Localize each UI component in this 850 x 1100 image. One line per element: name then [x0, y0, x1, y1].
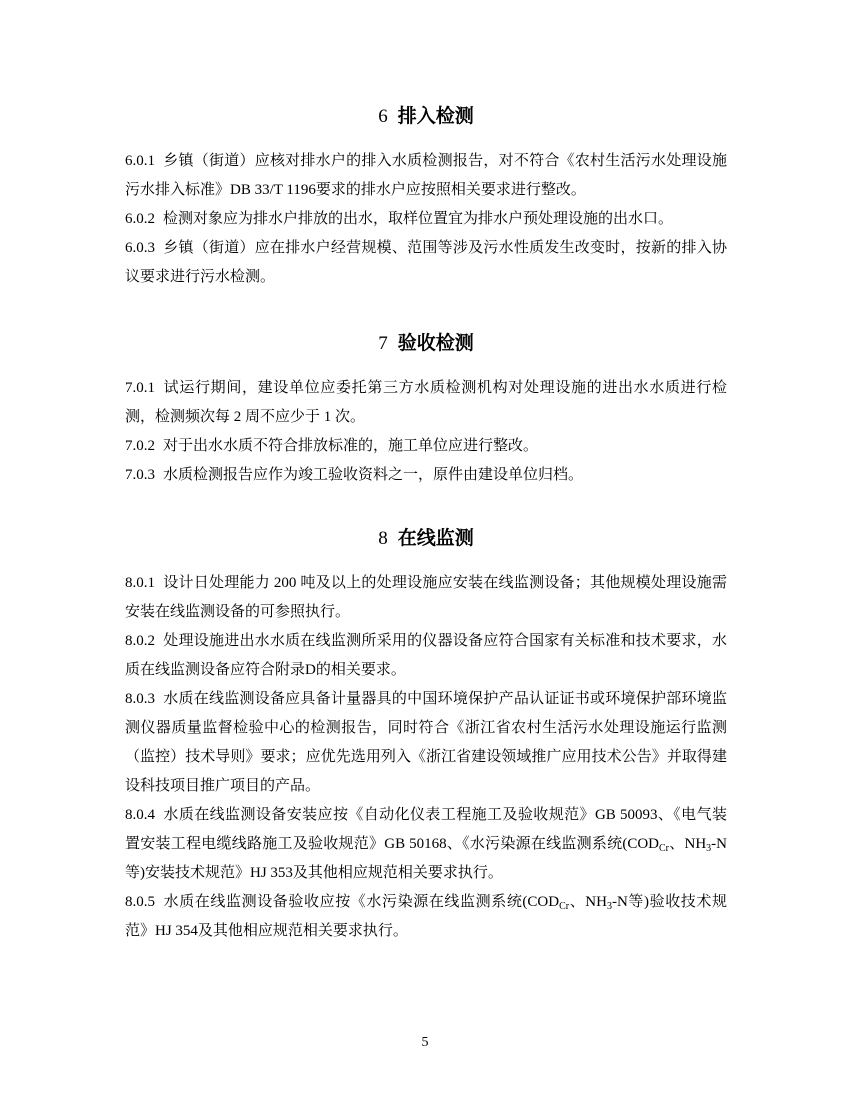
clause [125, 569, 727, 627]
clause-text: 水质在线监测设备验收应按《水污染源在线监测系统(COD [163, 894, 560, 910]
clause [125, 374, 727, 432]
section-title: 验收检测 [397, 332, 474, 354]
section-title: 在线监测 [397, 527, 474, 549]
subscript-cr: Cr [559, 901, 570, 912]
clause [125, 888, 727, 946]
clause-text: 、NH [669, 836, 707, 852]
clause-text: 试运行期间，建设单位应委托第三方水质检测机构对处理设施的进出水水质进行检测，检测频次每 2 周不应少于 1 次。 [125, 380, 727, 425]
subscript-3: 3 [606, 901, 612, 912]
section-heading [125, 331, 727, 356]
clause-number: 7.0.1 [125, 380, 155, 396]
clause-number: 8.0.1 [125, 575, 155, 591]
clause-text: 、NH [569, 894, 607, 910]
clause [125, 801, 727, 888]
clause-number: 7.0.3 [125, 467, 155, 483]
clause-number: 8.0.3 [125, 691, 155, 707]
clause-text: 设计日处理能力 200 吨及以上的处理设施应安装在线监测设备；其他规模处理设施需安装在线监测设备的可参照执行。 [125, 575, 727, 620]
clause-text: 水质检测报告应作为竣工验收资料之一，原件由建设单位归档。 [163, 467, 584, 483]
section-title: 排入检测 [397, 105, 474, 127]
page-number: 5 [421, 1035, 429, 1050]
clause [125, 461, 727, 490]
subscript-3: 3 [706, 843, 712, 854]
clause-text: 检测对象应为排水户排放的出水，取样位置宜为排水户预处理设施的出水口。 [163, 211, 674, 227]
clause-text: 水质在线监测设备应具备计量器具的中国环境保护产品认证证书或环境保护部环境监测仪器质量监督检验中心的检测报告，同时符合《浙江省农村生活污水处理设施运行监测（监控）技术导则》要求；应优先选用列入《浙江省建设领域推广应用技术公告》并取得建设科技项目推广项目的产品。 [125, 691, 727, 794]
clause-text: 乡镇（街道）应在排水户经营规模、范围等涉及污水性质发生改变时，按新的排入协议要求进行污水检测。 [125, 240, 727, 285]
section-number: 8 [378, 528, 388, 549]
clause-number: 8.0.5 [125, 894, 155, 910]
clause [125, 432, 727, 461]
clause-number: 6.0.3 [125, 240, 155, 256]
clause-text: 处理设施进出水水质在线监测所采用的仪器设备应符合国家有关标准和技术要求，水质在线监测设备应符合附录D的相关要求。 [125, 633, 727, 678]
subscript-cr: Cr [659, 843, 669, 854]
clause-number: 8.0.4 [125, 807, 155, 823]
clause [125, 627, 727, 685]
clause [125, 234, 727, 292]
section-number: 6 [378, 106, 388, 127]
clause-text: -N等)安装技术规范》HJ 353及其他相应规范相关要求执行。 [125, 836, 727, 881]
clause [125, 205, 727, 234]
section-heading [125, 526, 727, 551]
clause-number: 8.0.2 [125, 633, 155, 649]
clause-text: -N等)验收技术规范》HJ 354及其他相应规范相关要求执行。 [125, 894, 727, 939]
section-heading [125, 104, 727, 129]
clause-number: 6.0.1 [125, 153, 155, 169]
section-number: 7 [378, 333, 388, 354]
clause-text: 乡镇（街道）应核对排水户的排入水质检测报告，对不符合《农村生活污水处理设施污水排入标准》DB 33/T 1196要求的排水户应按照相关要求进行整改。 [125, 153, 727, 198]
clause-text: 对于出水水质不符合排放标准的，施工单位应进行整改。 [163, 438, 539, 454]
clause-text: 水质在线监测设备安装应按《自动化仪表工程施工及验收规范》GB 50093、《电气装置安装工程电缆线路施工及验收规范》GB 50168、《水污染源在线监测系统(COD [125, 807, 727, 852]
clause-number: 6.0.2 [125, 211, 155, 227]
clause-number: 7.0.2 [125, 438, 155, 454]
clause [125, 147, 727, 205]
clause [125, 685, 727, 801]
